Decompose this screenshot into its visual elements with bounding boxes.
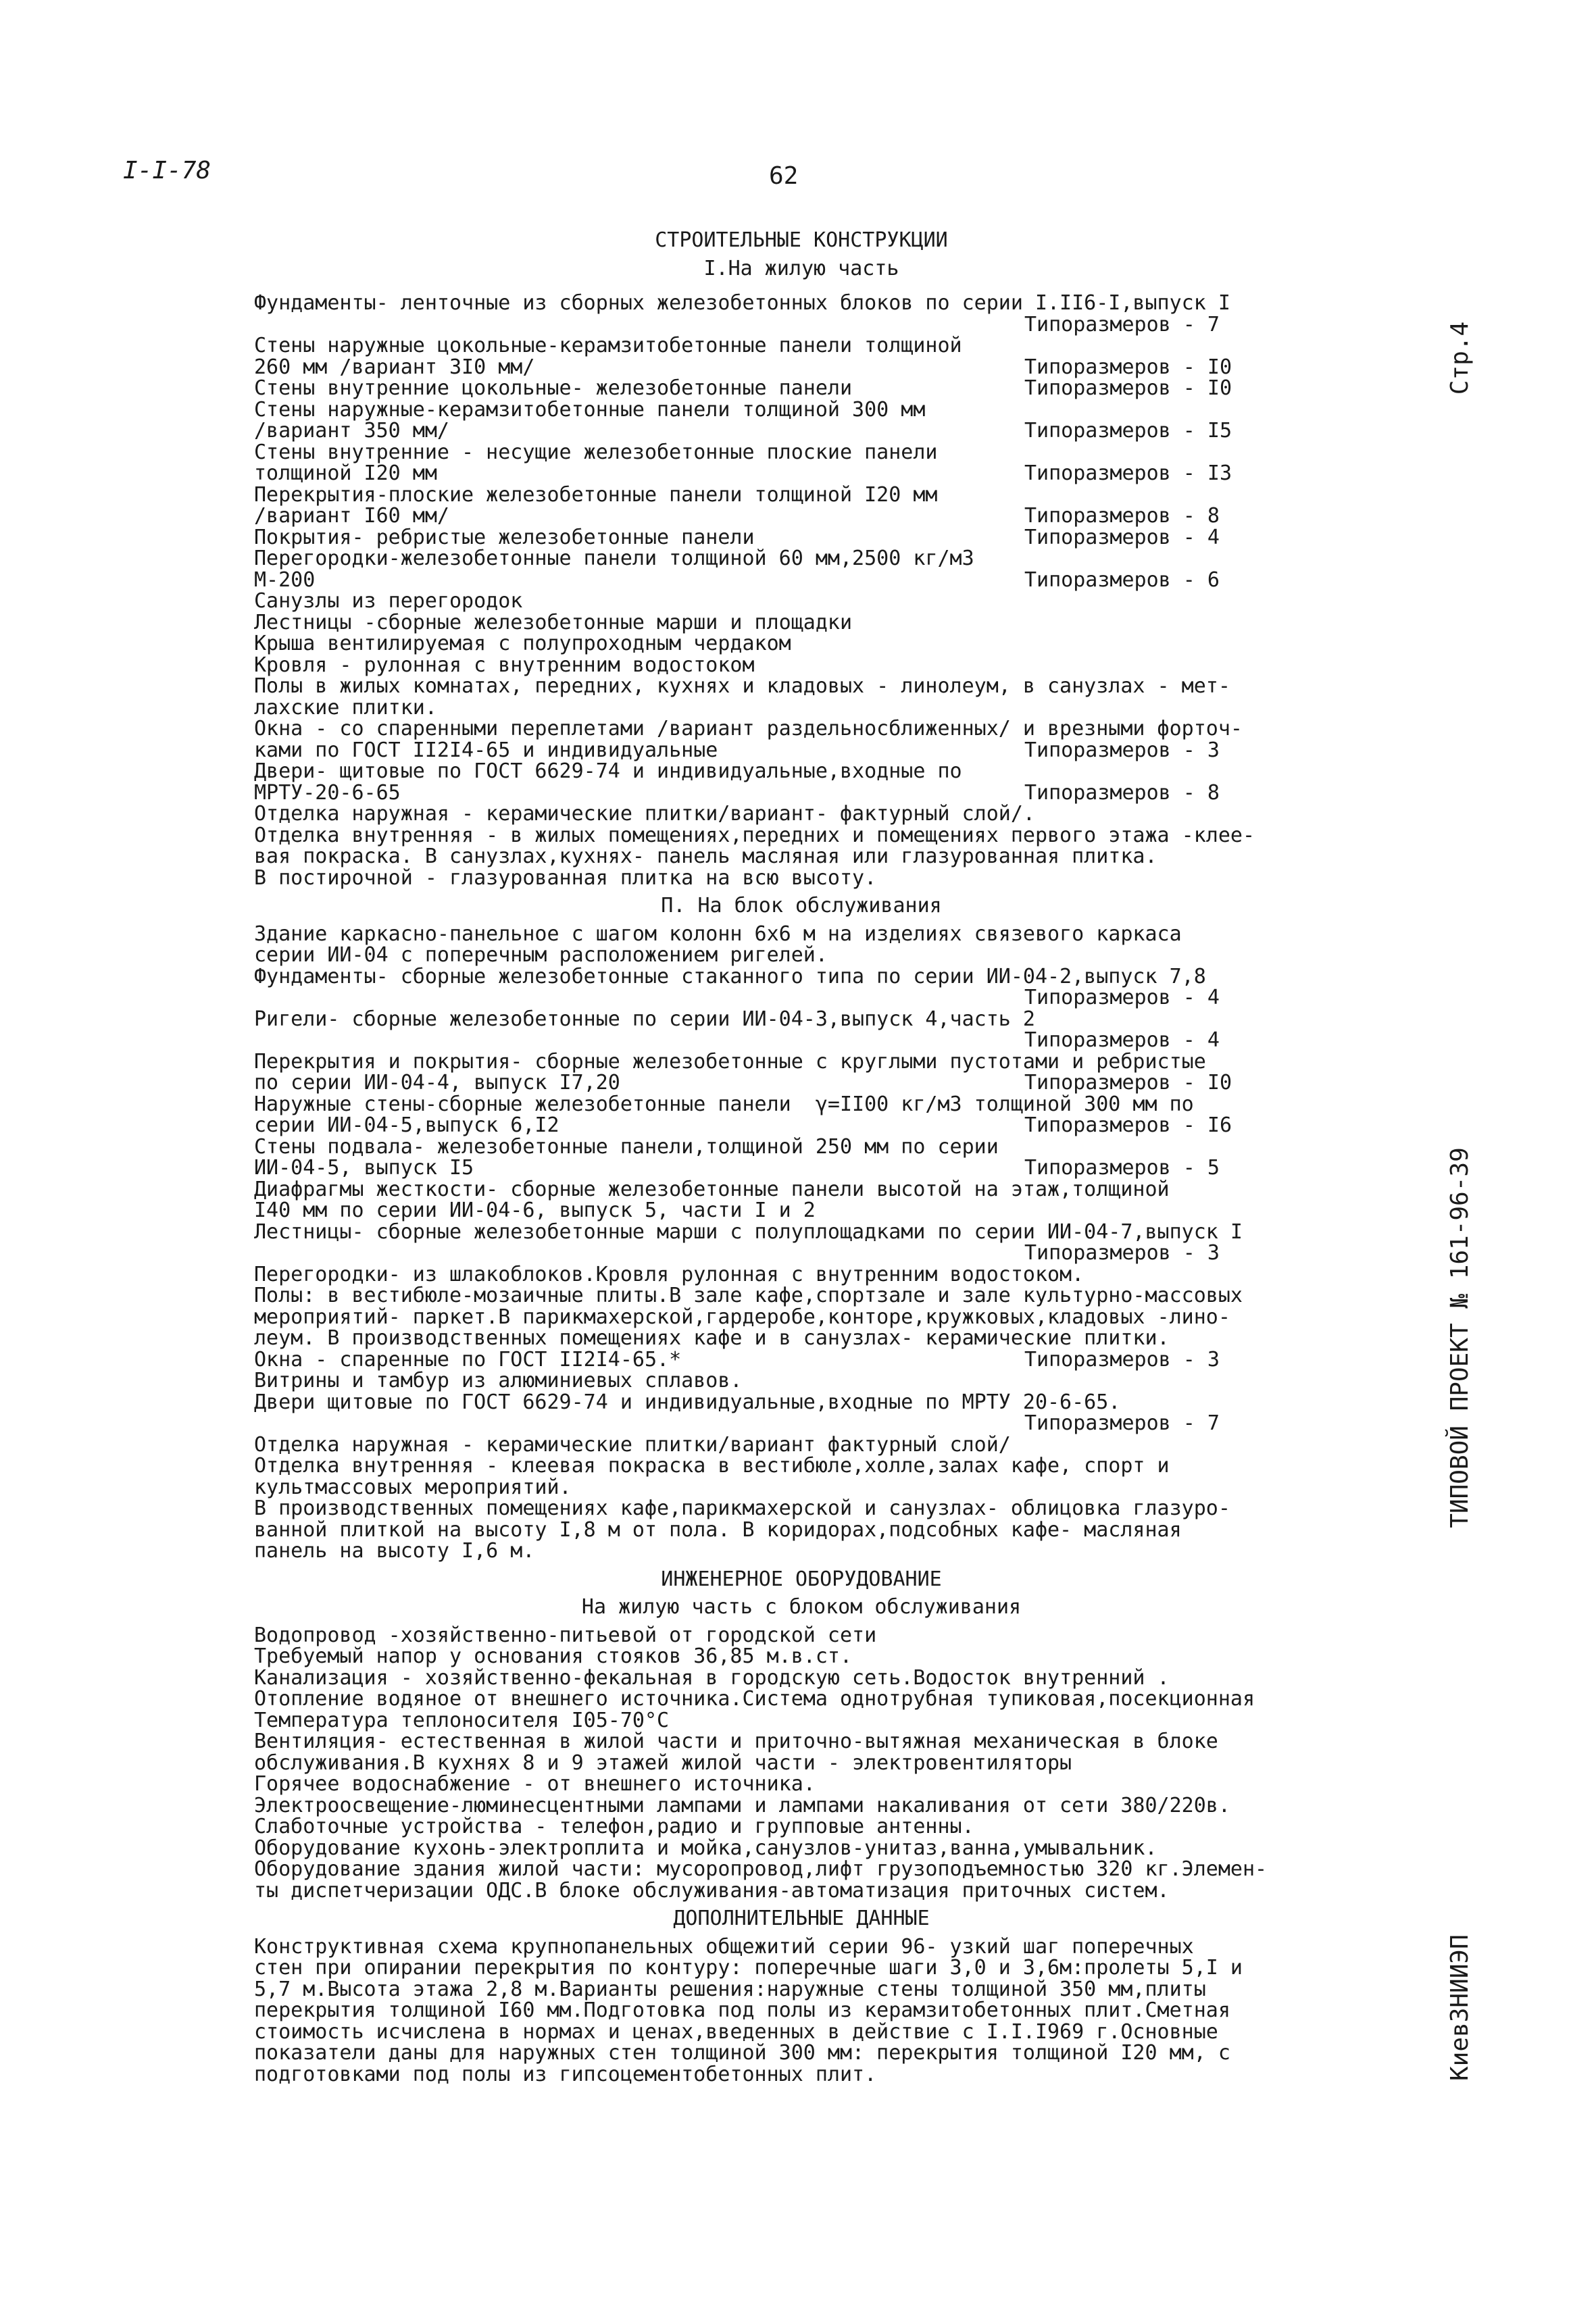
line-text: Оборудование здания жилой части: мусоропровод,лифт грузоподъемностью 320 кг.Элемен-: [254, 1857, 1268, 1881]
text-line: [254, 420, 1349, 442]
type-size-count: Типоразмеров - I5: [1024, 419, 1232, 443]
section-additional-lines: [254, 1936, 1349, 2086]
text-line: [254, 590, 1349, 612]
line-text: Наружные стены-сборные железобетонные панели γ=II00 кг/м3 толщиной 300 мм по: [254, 1092, 1194, 1116]
text-line: [254, 484, 1349, 506]
text-line: [254, 399, 1349, 421]
section-engineering-lines: [254, 1625, 1349, 1902]
type-size-count: Типоразмеров - 6: [1024, 568, 1220, 592]
section-title-engineering: ИНЖЕНЕРНОЕ ОБОРУДОВАНИЕ: [661, 1567, 942, 1591]
line-text: МРТУ-20-6-65: [254, 780, 401, 805]
text-line: [254, 1242, 1349, 1264]
line-text: показатели даны для наружных стен толщиной 300 мм: перекрытия толщиной I20 мм, с: [254, 2041, 1230, 2065]
text-line: [254, 1646, 1349, 1667]
text-line: [254, 1264, 1349, 1286]
text-line: [254, 1072, 1349, 1094]
line-text: Отделка наружная - керамические плитки/вариант- фактурный слой/.: [254, 802, 1035, 826]
line-text: I40 мм по серии ИИ-04-6, выпуск 5, части I и 2: [254, 1199, 816, 1222]
line-text: Требуемый напор у основания стояков 36,85 м.в.ст.: [254, 1644, 853, 1668]
text-line: [254, 1753, 1349, 1774]
document-code: I-I-78: [123, 157, 211, 184]
text-line: [254, 1667, 1349, 1689]
line-text: культмассовых мероприятий.: [254, 1475, 572, 1499]
line-text: стоимость исчислена в нормах и ценах,введенных в действие с I.I.I969 г.Основные: [254, 2019, 1218, 2044]
type-size-count: Типоразмеров - 4: [1024, 525, 1220, 549]
line-text: В производственных помещениях кафе,парикмахерской и санузлах- облицовка глазуро-: [254, 1496, 1230, 1520]
line-text: Покрытия- ребристые железобетонные панели: [254, 525, 755, 549]
text-line: [254, 2000, 1349, 2021]
line-text: ты диспетчеризации ОДС.В блоке обслуживания-автоматизация приточных систем.: [254, 1878, 1170, 1903]
text-line: [254, 2021, 1349, 2043]
section-service-block-lines: [254, 924, 1349, 1562]
type-size-count: Типоразмеров - 3: [1024, 1241, 1220, 1265]
text-line: [254, 1710, 1349, 1732]
line-text: Кровля - рулонная с внутренним водостоком: [254, 653, 755, 677]
line-text: 5,7 м.Высота этажа 2,8 м.Варианты решения:наружные стены толщиной 350 мм,плиты: [254, 1977, 1206, 2001]
line-text: Отделка наружная - керамические плитки/вариант фактурный слой/: [254, 1432, 1011, 1457]
text-line: [254, 463, 1349, 484]
line-text: панель на высоту I,6 м.: [254, 1539, 535, 1563]
section-subtitle-service-block: П. На блок обслуживания: [661, 894, 942, 917]
line-text: Перегородки- из шлакоблоков.Кровля рулонная с внутренним водостоком.: [254, 1262, 1084, 1286]
text-line: [254, 335, 1349, 357]
text-line: [254, 633, 1349, 655]
text-line: [254, 1880, 1349, 1902]
line-text: Стены внутренние цокольные- железобетонные панели: [254, 376, 853, 400]
line-text: 260 мм /вариант 3I0 мм/: [254, 355, 535, 379]
line-text: Здание каркасно-панельное с шагом колонн 6х6 м на изделиях связевого каркаса: [254, 922, 1182, 946]
line-text: Слаботочные устройства - телефон,радио и групповые антенны.: [254, 1815, 974, 1838]
text-line: [254, 1030, 1349, 1051]
line-text: стен при опирании перекрытия по контуру: поперечные шаги 3,0 и 3,6м:пролеты 5,I и: [254, 1956, 1243, 1980]
section-residential-lines: [254, 293, 1349, 888]
text-line: [254, 924, 1349, 945]
line-text: Оборудование кухонь-электроплита и мойка,санузлов-унитаз,ванна,умывальник.: [254, 1836, 1157, 1860]
line-text: толщиной I20 мм: [254, 461, 437, 485]
line-text: Электроосвещение-люминесцентными лампами и лампами накаливания от сети 380/220в.: [254, 1793, 1230, 1817]
type-size-count: Типоразмеров - I0: [1024, 376, 1232, 400]
type-size-count: Типоразмеров - 8: [1024, 504, 1220, 528]
line-text: серии ИИ-04-5,выпуск 6,I2: [254, 1113, 559, 1137]
text-line: [254, 1413, 1349, 1434]
text-line: [254, 1688, 1349, 1710]
text-line: [254, 1795, 1349, 1817]
line-text: Лестницы -сборные железобетонные марши и площадки: [254, 610, 853, 634]
text-line: [254, 378, 1349, 399]
text-line: [254, 846, 1349, 867]
line-text: подготовками под полы из гипсоцементобетонных плит.: [254, 2062, 877, 2086]
line-text: Полы в жилых комнатах, передних, кухнях и кладовых - линолеум, в санузлах - мет-: [254, 674, 1230, 698]
text-line: [254, 357, 1349, 378]
section-subtitle-residential: I.На жилую часть: [703, 256, 899, 280]
text-line: [254, 612, 1349, 634]
text-line: [254, 1774, 1349, 1795]
type-size-count: Типоразмеров - I6: [1024, 1113, 1232, 1137]
text-line: [254, 1349, 1349, 1371]
line-text: Конструктивная схема крупнопанельных общежитий серии 96- узкий шаг поперечных: [254, 1934, 1194, 1959]
text-line: [254, 1307, 1349, 1328]
line-text: Отделка внутренняя - клеевая покраска в вестибюле,холле,залах кафе, спорт и: [254, 1454, 1170, 1478]
text-line: [254, 761, 1349, 782]
line-text: лахские плитки.: [254, 695, 437, 720]
line-text: Фундаменты- ленточные из сборных железобетонных блоков по серии I.II6-I,выпуск I: [254, 291, 1230, 315]
text-line: [254, 1936, 1349, 1958]
type-size-count: Типоразмеров - 3: [1024, 738, 1220, 762]
text-line: [254, 1498, 1349, 1519]
text-line: [254, 1477, 1349, 1499]
text-line: [254, 570, 1349, 591]
line-text: Двери- щитовые по ГОСТ 6629-74 и индивидуальные,входные по: [254, 759, 962, 783]
text-line: [254, 1625, 1349, 1646]
section-title-structures: СТРОИТЕЛЬНЫЕ КОНСТРУКЦИИ: [655, 228, 948, 252]
text-line: [254, 1094, 1349, 1115]
type-size-count: Типоразмеров - I0: [1024, 355, 1232, 379]
line-text: В постирочной - глазурованная плитка на всю высоту.: [254, 865, 877, 890]
line-text: перекрытия толщиной I60 мм.Подготовка под полы из керамзитобетонных плит.Сметная: [254, 1998, 1230, 2022]
text-line: [254, 548, 1349, 570]
line-text: вая покраска. В санузлах,кухнях- панель масляная или глазурованная плитка.: [254, 845, 1157, 868]
text-line: [254, 1115, 1349, 1136]
document-body: [254, 230, 1349, 2085]
type-size-count: Типоразмеров - 8: [1024, 780, 1220, 805]
line-text: ванной плиткой на высоту I,8 м от пола. В коридорах,подсобных кафе- масляная: [254, 1517, 1182, 1542]
text-line: [254, 697, 1349, 719]
line-text: Перегородки-железобетонные панели толщиной 60 мм,2500 кг/м3: [254, 547, 974, 570]
text-line: [254, 1957, 1349, 1979]
line-text: Окна - спаренные по ГОСТ II2I4-65.*: [254, 1347, 682, 1372]
margin-page-label: Стр.4: [1446, 321, 1474, 395]
text-line: [254, 1136, 1349, 1158]
line-text: Витрины и тамбур из алюминиевых сплавов.: [254, 1369, 743, 1392]
text-line: [254, 1731, 1349, 1753]
section-title-additional: ДОПОЛНИТЕЛЬНЫЕ ДАННЫЕ: [673, 1907, 930, 1930]
line-text: /вариант I60 мм/: [254, 504, 449, 528]
text-line: [254, 782, 1349, 804]
text-line: [254, 1816, 1349, 1838]
text-line: [254, 1009, 1349, 1030]
type-size-count: Типоразмеров - I3: [1024, 461, 1232, 485]
text-line: [254, 314, 1349, 336]
text-line: [254, 1328, 1349, 1349]
margin-org-label: КиевЗНИИЭП: [1446, 1934, 1474, 2081]
text-line: [254, 1979, 1349, 2001]
line-text: ИИ-04-5, выпуск I5: [254, 1156, 474, 1180]
page-number: 62: [769, 162, 799, 190]
text-line: [254, 987, 1349, 1009]
line-text: Диафрагмы жесткости- сборные железобетонные панели высотой на этаж,толщиной: [254, 1177, 1170, 1201]
line-text: М-200: [254, 568, 316, 592]
text-line: [254, 527, 1349, 549]
text-line: [254, 1540, 1349, 1562]
line-text: обслуживания.В кухнях 8 и 9 этажей жилой части - электровентиляторы: [254, 1751, 1072, 1775]
text-line: [254, 1838, 1349, 1859]
line-text: Крыша вентилируемая с полупроходным чердаком: [254, 632, 791, 655]
line-text: Стены наружные-керамзитобетонные панели толщиной 300 мм: [254, 397, 926, 422]
line-text: Вентиляция- естественная в жилой части и приточно-вытяжная механическая в блоке: [254, 1730, 1218, 1753]
line-text: Двери щитовые по ГОСТ 6629-74 и индивидуальные,входные по МРТУ 20-6-65.: [254, 1390, 1121, 1414]
line-text: Температура теплоносителя I05-70°С: [254, 1708, 670, 1732]
type-size-count: Типоразмеров - 5: [1024, 1156, 1220, 1180]
line-text: /вариант 350 мм/: [254, 419, 449, 443]
line-text: Санузлы из перегородок: [254, 589, 523, 613]
type-size-count: Типоразмеров - 7: [1024, 1411, 1220, 1435]
text-line: [254, 1859, 1349, 1880]
type-size-count: Типоразмеров - I0: [1024, 1071, 1232, 1095]
text-line: [254, 740, 1349, 761]
type-size-count: Типоразмеров - 4: [1024, 1028, 1220, 1052]
text-line: [254, 655, 1349, 676]
text-line: [254, 1157, 1349, 1179]
line-text: ками по ГОСТ II2I4-65 и индивидуальные: [254, 738, 718, 762]
line-text: Канализация - хозяйственно-фекальная в городскую сеть.Водосток внутренний .: [254, 1665, 1170, 1690]
line-text: Окна - со спаренными переплетами /вариант раздельносближенных/ и врезными форточ-: [254, 717, 1243, 740]
line-text: по серии ИИ-04-4, выпуск I7,20: [254, 1071, 620, 1095]
text-line: [254, 293, 1349, 314]
text-line: [254, 867, 1349, 889]
text-line: [254, 505, 1349, 527]
text-line: [254, 825, 1349, 847]
text-line: [254, 803, 1349, 825]
type-size-count: Типоразмеров - 7: [1024, 312, 1220, 336]
text-line: [254, 945, 1349, 966]
line-text: леум. В производственных помещениях кафе и в санузлах- керамические плитки.: [254, 1326, 1170, 1350]
line-text: Стены внутренние - несущие железобетонные плоские панели: [254, 440, 938, 464]
line-text: Горячее водоснабжение - от внешнего источника.: [254, 1772, 816, 1796]
type-size-count: Типоразмеров - 3: [1024, 1347, 1220, 1372]
margin-project-label: ТИПОВОЙ ПРОЕКТ № 161-96-39: [1446, 1147, 1474, 1528]
line-text: Отделка внутренняя - в жилых помещениях,передних и помещениях первого этажа -клее-: [254, 823, 1255, 847]
text-line: [254, 1200, 1349, 1222]
text-line: [254, 1519, 1349, 1541]
text-line: [254, 1370, 1349, 1392]
text-line: [254, 2042, 1349, 2064]
line-text: мероприятий- паркет.В парикмахерской,гардеробе,конторе,кружковых,кладовых -лино-: [254, 1305, 1230, 1329]
text-line: [254, 1285, 1349, 1307]
line-text: Полы: в вестибюле-мозаичные плиты.В зале кафе,спортзале и зале культурно-массовых: [254, 1284, 1243, 1307]
line-text: Водопровод -хозяйственно-питьевой от городской сети: [254, 1623, 877, 1647]
line-text: Стены подвала- железобетонные панели,толщиной 250 мм по серии: [254, 1134, 999, 1159]
text-line: [254, 1455, 1349, 1477]
section-subtitle-engineering: На жилую часть с блоком обслуживания: [581, 1595, 1022, 1619]
line-text: серии ИИ-04 с поперечным расположением ригелей.: [254, 943, 828, 967]
text-line: [254, 1434, 1349, 1456]
line-text: Ригели- сборные железобетонные по серии ИИ-04-3,выпуск 4,часть 2: [254, 1007, 1035, 1031]
text-line: [254, 1179, 1349, 1201]
line-text: Стены наружные цокольные-керамзитобетонные панели толщиной: [254, 334, 962, 357]
type-size-count: Типоразмеров - 4: [1024, 986, 1220, 1009]
text-line: [254, 1392, 1349, 1413]
line-text: Фундаменты- сборные железобетонные стаканного типа по серии ИИ-04-2,выпуск 7,8: [254, 964, 1206, 988]
text-line: [254, 718, 1349, 740]
text-line: [254, 442, 1349, 463]
text-line: [254, 676, 1349, 697]
line-text: Лестницы- сборные железобетонные марши с полуплощадками по серии ИИ-04-7,выпуск I: [254, 1219, 1243, 1244]
text-line: [254, 2064, 1349, 2086]
text-line: [254, 1219, 1349, 1244]
line-text: Перекрытия-плоские железобетонные панели толщиной I20 мм: [254, 482, 938, 507]
line-text: Отопление водяное от внешнего источника.Система однотрубная тупиковая,посекционная: [254, 1687, 1255, 1711]
text-line: [254, 1051, 1349, 1073]
line-text: Перекрытия и покрытия- сборные железобетонные с круглыми пустотами и ребристые: [254, 1049, 1206, 1074]
text-line: [254, 966, 1349, 988]
